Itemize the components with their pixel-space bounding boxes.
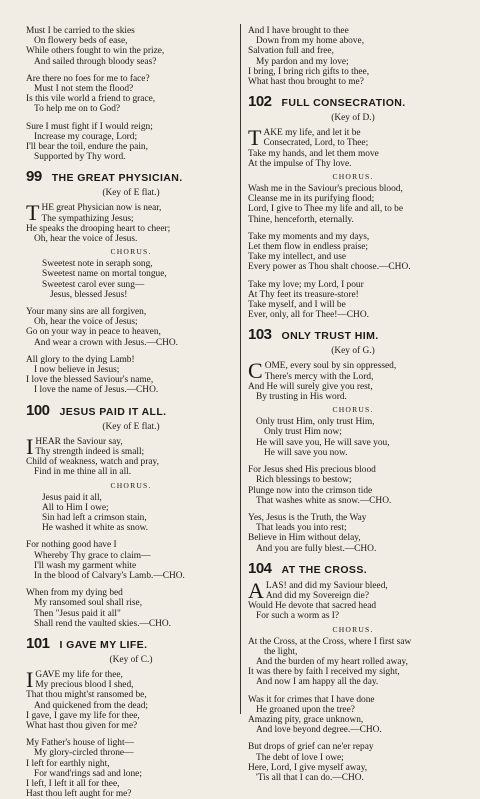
- verse-line: My Father's house of light—: [26, 738, 134, 749]
- verse-line: Are there no foes for me to face?: [26, 73, 150, 84]
- verse-line: Thy strength indeed is small;: [35, 446, 145, 457]
- verse-line: For Jesus shed His precious blood: [248, 465, 376, 476]
- hymn-title: I GAVE MY LIFE.: [59, 638, 148, 651]
- verse-line: Ever, only, all for Thee!—CHO.: [248, 310, 369, 321]
- verse-block: [248, 465, 458, 554]
- verse-line: What hast thou brought to me?: [248, 77, 364, 88]
- verse-line: Sweetest carol ever sung—: [42, 279, 145, 290]
- verse-line: My ransomed soul shall rise,: [34, 598, 143, 609]
- verse-line: I now believe in Jesus;: [34, 365, 120, 376]
- drop-cap: A: [248, 577, 264, 603]
- verse-line: Oh, hear the voice of Jesus.: [34, 234, 138, 245]
- verse-line: Take my love; my Lord, I pour: [248, 279, 364, 290]
- verse-line: Jesus, blessed Jesus!: [50, 289, 128, 300]
- verse-line: Sin had left a crimson stain,: [42, 512, 147, 523]
- verse-line: I bring, I bring rich gifts to thee,: [248, 66, 370, 77]
- hymn-number: 104: [248, 559, 272, 577]
- hymn-key: (Key of G.): [331, 346, 375, 357]
- verse-line: At the Cross, at the Cross, where I first saw: [248, 636, 412, 647]
- stanza-gap: [26, 348, 236, 355]
- hymn-key: (Key of E flat.): [102, 421, 160, 432]
- verse-line: Sweetest note in seraph song,: [42, 259, 153, 270]
- verse-line: AKE my life, and let it be: [263, 128, 361, 139]
- chorus-label: CHORUS.: [332, 172, 374, 182]
- hymn-101-heading: [26, 635, 236, 652]
- verse-line: Whereby Thy grace to claim—: [34, 550, 151, 561]
- verse-line: At Thy feet its treasure-store!: [248, 289, 359, 300]
- verse-line: I'll wash my garment white: [34, 560, 137, 571]
- hymn-102-heading: [248, 93, 458, 110]
- verse-line: HE great Physician now is near,: [41, 203, 162, 214]
- verse-block: [248, 695, 458, 784]
- verse-line: Is this vile world a friend to grace,: [26, 94, 156, 105]
- verse-block: [248, 125, 458, 169]
- verse-line: Take my hands, and let them move: [248, 148, 379, 159]
- verse-block: [26, 433, 236, 478]
- verse-line: For wand'rings sad and lone;: [34, 768, 142, 779]
- verse-line: And the burden of my heart rolled away,: [256, 656, 408, 667]
- verse-line: Take my intellect, and use: [248, 252, 347, 263]
- verse-line: 'Tis all that I can do.—CHO.: [256, 772, 364, 783]
- verse-line: Only trust Him now;: [264, 427, 342, 438]
- verse-line: Rich blessings to bestow;: [256, 475, 352, 486]
- verse-block: [26, 540, 236, 629]
- hymn-number: 99: [26, 168, 42, 186]
- verse-line: What hast thou given for me?: [26, 720, 138, 731]
- verse-line: He will save you now.: [264, 447, 348, 458]
- hymn-key: (Key of D.): [331, 113, 375, 124]
- verse-line: I left for earthly night,: [26, 758, 110, 769]
- verse-line: Shall rend the vaulted skies.—CHO.: [34, 618, 171, 629]
- verse-line: At the impulse of Thy love.: [248, 158, 352, 169]
- verse-line: the light,: [264, 646, 298, 657]
- verse-line: On flowery beds of ease,: [34, 36, 128, 47]
- verse-line: Only trust Him, only trust Him,: [256, 417, 375, 428]
- hymn-title: ONLY TRUST HIM.: [281, 330, 379, 343]
- stanza-gap: [26, 115, 236, 122]
- verse-line: And sailed through bloody seas?: [34, 56, 157, 67]
- verse-line: Believe in Him without delay,: [248, 533, 361, 544]
- verse-line: For such a worm as I?: [256, 611, 340, 622]
- verse-line: Must I not stem the flood?: [34, 84, 134, 95]
- verse-line: Let them flow in endless praise;: [248, 242, 369, 253]
- verse-block: [248, 26, 458, 87]
- verse-line: To help me on to God?: [34, 104, 121, 115]
- verse-line: And love beyond degree.—CHO.: [256, 725, 382, 736]
- stanza: [26, 200, 236, 245]
- verse-line: Here, Lord, I give myself away,: [248, 762, 368, 773]
- verse-line: I'll bear the toil, endure the pain,: [26, 142, 148, 153]
- hymn-103-heading: [248, 326, 458, 343]
- hymn-key: (Key of C.): [109, 654, 153, 665]
- drop-cap: C: [248, 358, 263, 384]
- verse-block: [26, 666, 236, 799]
- stanza-gap: [248, 735, 458, 742]
- chorus-block: [248, 184, 458, 225]
- column-divider: [240, 24, 241, 714]
- hymn-title: THE GREAT PHYSICIAN.: [51, 172, 183, 185]
- chorus-block: [248, 637, 458, 688]
- verse-line: Plunge now into the crimson tide: [248, 485, 373, 496]
- verse-line: Your many sins are all forgiven,: [26, 307, 147, 318]
- verse-line: He groaned upon the tree?: [256, 704, 355, 715]
- hymn-104-heading: [248, 560, 458, 577]
- verse-line: And He will surely give you rest,: [248, 381, 373, 392]
- verse-line: It was there by faith I received my sight,: [248, 667, 400, 678]
- verse-line: Supported by Thy word.: [34, 152, 126, 163]
- verse-line: I love the name of Jesus.—CHO.: [34, 385, 159, 396]
- hymn-number: 100: [26, 401, 50, 419]
- verse-line: And quickened from the dead;: [34, 700, 149, 711]
- verse-line: Sweetest name on mortal tongue,: [42, 269, 167, 280]
- verse-line: The debt of love I owe;: [256, 752, 344, 763]
- verse-line: I gave, I gave my life for thee,: [26, 710, 140, 721]
- verse-line: Was it for crimes that I have done: [248, 694, 375, 705]
- verse-line: He will save you, He will save you,: [256, 437, 390, 448]
- verse-line: And wear a crown with Jesus.—CHO.: [34, 337, 178, 348]
- verse-line: That washes white as snow.—CHO.: [256, 495, 392, 506]
- chorus-block: [26, 259, 236, 300]
- verse-line: That thou might'st ransomed be,: [26, 690, 147, 701]
- hymn-title: AT THE CROSS.: [281, 563, 368, 576]
- chorus-block: [26, 493, 236, 534]
- verse-block: [248, 358, 458, 403]
- verse-line: When from my dying bed: [26, 588, 123, 599]
- verse-line: By trusting in His word.: [256, 392, 347, 403]
- stanza-gap: [248, 506, 458, 513]
- stanza-gap: [26, 67, 236, 74]
- drop-cap: I: [26, 666, 34, 692]
- verse-block: [26, 26, 236, 162]
- drop-cap: T: [248, 125, 262, 151]
- verse-line: There's mercy with the Lord,: [264, 371, 374, 382]
- verse-line: But drops of grief can ne'er repay: [248, 742, 374, 753]
- verse-line: He speaks the drooping heart to cheer;: [26, 223, 171, 234]
- drop-cap: I: [26, 433, 34, 459]
- verse-line: Find in me thine all in all.: [34, 467, 132, 478]
- hymn-99-heading: [26, 168, 236, 185]
- verse-line: Would He devote that sacred head: [248, 601, 377, 612]
- hymn-title: FULL CONSECRATION.: [281, 97, 406, 110]
- verse-line: HEAR the Saviour say,: [35, 436, 123, 447]
- hymn-number: 101: [26, 634, 50, 652]
- stanza-gap: [248, 273, 458, 280]
- verse-line: Child of weakness, watch and pray,: [26, 457, 159, 468]
- verse-line: Consecrated, Lord, to Thee;: [263, 138, 369, 149]
- verse-line: Salvation full and free,: [248, 46, 334, 57]
- hymn-100-heading: [26, 402, 236, 419]
- stanza: [26, 433, 236, 478]
- verse-line: In the blood of Calvary's Lamb.—CHO.: [34, 570, 185, 581]
- verse-line: Thine, henceforth, eternally.: [248, 214, 354, 225]
- verse-line: Yes, Jesus is the Truth, the Way: [248, 512, 367, 523]
- verse-line: My precious blood I shed,: [35, 680, 134, 691]
- verse-line: All glory to the dying Lamb!: [26, 354, 135, 365]
- verse-line: While others fought to win the prize,: [26, 46, 165, 57]
- verse-line: For nothing good have I: [26, 540, 117, 551]
- verse-block: [248, 577, 458, 622]
- verse-block: [26, 200, 236, 245]
- verse-line: I love the blessed Saviour's name,: [26, 375, 154, 386]
- verse-line: My pardon and my love;: [256, 56, 349, 67]
- hymn-number: 103: [248, 326, 272, 344]
- verse-line: Cleanse me in its purifying flood;: [248, 194, 375, 205]
- stanza: [26, 666, 236, 799]
- verse-line: Must I be carried to the skies: [26, 26, 135, 36]
- verse-line: He washed it white as snow.: [42, 523, 149, 534]
- verse-line: And now I am happy all the day.: [256, 677, 379, 688]
- verse-line: Amazing pity, grace unknown,: [248, 714, 364, 725]
- verse-line: Sure I must fight if I would reign;: [26, 121, 153, 132]
- verse-line: And you are fully blest.—CHO.: [256, 543, 377, 554]
- verse-line: Increase my courage, Lord;: [34, 131, 138, 142]
- verse-line: Lord, I give to Thee my life and all, to be: [248, 204, 403, 215]
- hymn-number: 102: [248, 93, 272, 111]
- verse-block: [248, 232, 458, 321]
- chorus-label: CHORUS.: [110, 247, 152, 257]
- stanza: [248, 125, 458, 169]
- verse-line: That leads you into rest;: [256, 523, 347, 534]
- verse-line: Go on your way in peace to heaven,: [26, 327, 161, 338]
- verse-line: I left, I left it all for thee,: [26, 778, 120, 789]
- verse-line: And I have brought to thee: [248, 26, 349, 36]
- stanza: [248, 577, 458, 622]
- chorus-label: CHORUS.: [332, 624, 374, 634]
- verse-line: Jesus paid it all,: [42, 492, 102, 503]
- verse-line: OME, every soul by sin oppressed,: [264, 361, 397, 372]
- verse-line: Oh, hear the voice of Jesus;: [34, 317, 138, 328]
- hymn-title: JESUS PAID IT ALL.: [59, 405, 167, 418]
- verse-line: Take my moments and my days,: [248, 231, 370, 242]
- verse-line: And did my Sovereign die?: [265, 590, 369, 601]
- chorus-label: CHORUS.: [110, 480, 152, 490]
- right-column: [248, 26, 458, 783]
- hymn-key: (Key of E flat.): [102, 188, 160, 199]
- verse-line: Then "Jesus paid it all": [34, 608, 121, 619]
- verse-line: The sympathizing Jesus;: [41, 213, 134, 224]
- verse-line: My glory-circled throne—: [34, 748, 134, 759]
- verse-line: Down from my home above,: [256, 36, 365, 47]
- verse-block: [26, 307, 236, 396]
- verse-line: Wash me in the Saviour's precious blood,: [248, 184, 403, 195]
- drop-cap: T: [26, 200, 40, 226]
- verse-line: Hast thou left aught for me?: [26, 789, 132, 799]
- chorus-label: CHORUS.: [332, 405, 374, 415]
- chorus-block: [248, 417, 458, 458]
- verse-line: LAS! and did my Saviour bleed,: [265, 580, 388, 591]
- verse-line: Every power as Thou shalt choose.—CHO.: [248, 262, 411, 273]
- verse-line: Take myself, and I will be: [248, 300, 346, 311]
- verse-line: All to Him I owe;: [42, 502, 109, 513]
- verse-line: GAVE my life for thee,: [35, 669, 123, 680]
- left-column: [26, 26, 236, 799]
- stanza: [248, 358, 458, 403]
- stanza-gap: [26, 731, 236, 738]
